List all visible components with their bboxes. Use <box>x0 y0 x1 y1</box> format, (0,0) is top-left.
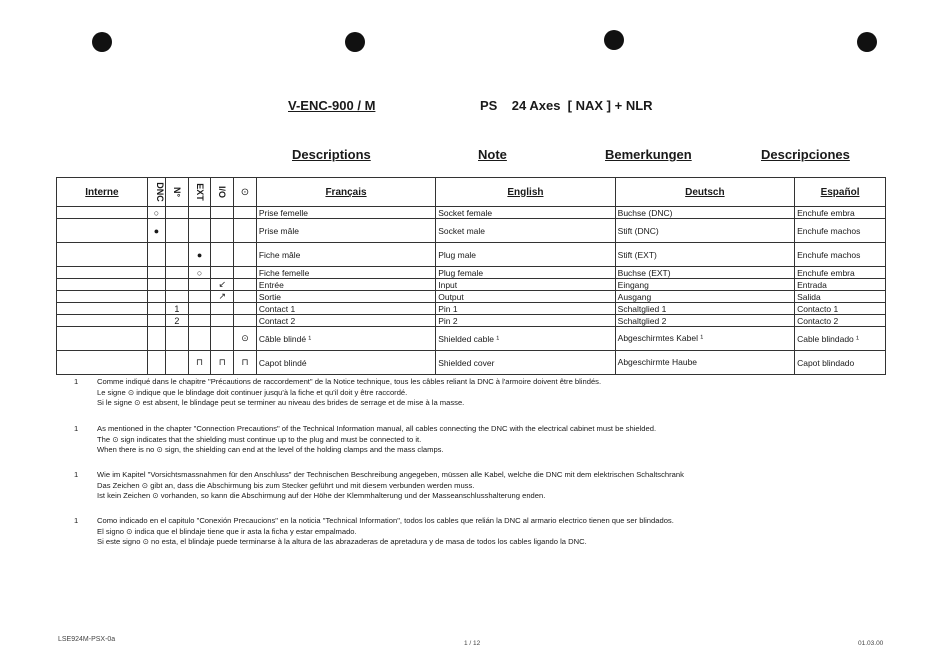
io-cell <box>211 303 234 315</box>
deutsch-cell: Schaltglied 1 <box>615 303 794 315</box>
io-cell <box>211 315 234 327</box>
dnc-cell <box>147 315 165 327</box>
col-english: English <box>436 178 615 207</box>
francais-cell: Câble blindé ¹ <box>256 327 435 351</box>
english-cell: Input <box>436 279 615 291</box>
francais-cell: Fiche femelle <box>256 267 435 279</box>
shield-cell: ⊙ <box>234 327 257 351</box>
espanol-cell: Enchufe embra <box>795 207 886 219</box>
no-cell <box>166 207 189 219</box>
francais-cell: Contact 1 <box>256 303 435 315</box>
punch-hole-3 <box>604 30 624 50</box>
ext-cell: ○ <box>188 267 211 279</box>
english-cell: Socket female <box>436 207 615 219</box>
table-row <box>57 315 886 327</box>
table-row <box>57 219 886 243</box>
espanol-cell: Cable blindado ¹ <box>795 327 886 351</box>
page-number: 1 / 12 <box>464 640 481 647</box>
note-line: When there is no ⊙ sign, the shielding can end at the level of the holding clamps and the mass clamps. <box>97 445 444 454</box>
interne-cell <box>57 327 148 351</box>
deutsch-cell: Stift (EXT) <box>615 243 794 267</box>
note-line: Comme indiqué dans le chapitre "Précautions de raccordement" de la Notice technique, tous les câbles reliant la DNC à l'armoire doivent être blindés. <box>97 377 602 386</box>
table-row <box>57 243 886 267</box>
shield-cell <box>234 243 257 267</box>
english-cell: Plug female <box>436 267 615 279</box>
note-number: 1 <box>74 470 79 479</box>
ext-cell <box>188 303 211 315</box>
interne-cell <box>57 351 148 375</box>
dnc-cell <box>147 267 165 279</box>
deutsch-cell: Ausgang <box>615 291 794 303</box>
heading-descriptions: Descriptions <box>292 147 371 162</box>
english-cell: Socket male <box>436 219 615 243</box>
espanol-cell: Enchufe embra <box>795 267 886 279</box>
interne-cell <box>57 207 148 219</box>
note-text <box>97 377 897 409</box>
interne-cell <box>57 219 148 243</box>
note-number: 1 <box>74 377 79 386</box>
ext-cell <box>188 279 211 291</box>
ext-cell <box>188 315 211 327</box>
col-deutsch: Deutsch <box>615 178 794 207</box>
deutsch-cell: Schaltglied 2 <box>615 315 794 327</box>
note-line: Das Zeichen ⊙ gibt an, dass die Abschirmung bis zum Stecker geführt und mit diesem verbunden werden muss. <box>97 480 475 490</box>
english-cell: Plug male <box>436 243 615 267</box>
table-row <box>57 279 886 291</box>
col-ext: EXT <box>188 178 211 207</box>
document-date: 01.03.00 <box>858 640 884 647</box>
table-row <box>57 351 886 375</box>
shield-cell: ⊓ <box>234 351 257 375</box>
interne-cell <box>57 291 148 303</box>
shield-cell <box>234 303 257 315</box>
io-cell <box>211 267 234 279</box>
ext-cell <box>188 207 211 219</box>
francais-cell: Entrée <box>256 279 435 291</box>
io-cell <box>211 219 234 243</box>
note-line: Si este signo ⊙ no esta, el blindaje puede terminarse à la altura de las abrazaderas de apretadura y de masa de todos los cables ligando la DNC. <box>97 537 587 546</box>
deutsch-cell: Eingang <box>615 279 794 291</box>
ext-cell <box>188 291 211 303</box>
no-cell <box>166 327 189 351</box>
no-cell <box>166 267 189 279</box>
interne-cell <box>57 267 148 279</box>
note-line: Ist kein Zeichen ⊙ vorhanden, so kann die Abschirmung auf der Höhe der Klemmhalterung und der Masseanschlusshalterung enden. <box>97 491 546 500</box>
english-cell: Shielded cable ¹ <box>436 327 615 351</box>
col-no: N° <box>166 178 189 207</box>
english-cell: Pin 2 <box>436 315 615 327</box>
dnc-cell <box>147 351 165 375</box>
francais-cell: Fiche mâle <box>256 243 435 267</box>
espanol-cell: Enchufe machos <box>795 243 886 267</box>
io-cell: ↙ <box>211 279 234 291</box>
ext-cell <box>188 327 211 351</box>
francais-cell: Contact 2 <box>256 315 435 327</box>
table-row <box>57 207 886 219</box>
punch-hole-4 <box>857 32 877 52</box>
heading-note: Note <box>478 147 507 162</box>
ext-cell: ⊓ <box>188 351 211 375</box>
symbol-legend-table <box>56 177 886 375</box>
francais-cell: Prise femelle <box>256 207 435 219</box>
table-row <box>57 327 886 351</box>
no-cell <box>166 351 189 375</box>
espanol-cell: Entrada <box>795 279 886 291</box>
interne-cell <box>57 303 148 315</box>
note-line: Le signe ⊙ indique que le blindage doit continuer jusqu'à la fiche et qu'il doit y être raccordé. <box>97 387 408 397</box>
note-number: 1 <box>74 516 79 525</box>
heading-descripciones: Descripciones <box>761 147 850 162</box>
heading-bemerkungen: Bemerkungen <box>605 147 692 162</box>
no-cell: 2 <box>166 315 189 327</box>
note-line: El signo ⊙ indica que el blindaje tiene que ir asta la ficha y estar empalmado. <box>97 526 357 536</box>
shield-cell <box>234 315 257 327</box>
punch-hole-2 <box>345 32 365 52</box>
col-espanol: Español <box>795 178 886 207</box>
io-cell <box>211 243 234 267</box>
dnc-cell <box>147 279 165 291</box>
col-shield: ⊙ <box>234 178 257 207</box>
shield-cell <box>234 291 257 303</box>
interne-cell <box>57 279 148 291</box>
io-cell <box>211 327 234 351</box>
note-line: Si le signe ⊙ est absent, le blindage peut se terminer au niveau des brides de serrage et de mise à la masse. <box>97 398 465 407</box>
espanol-cell: Contacto 1 <box>795 303 886 315</box>
note-line: Como indicado en el capitulo "Conexión Precaucions" en la noticia "Technical Information", todos los cables que relián la DNC al armario electrico tienen que ser blindados. <box>97 516 674 525</box>
note-line: Wie im Kapitel "Vorsichtsmassnahmen für den Anschluss" der Technischen Beschreibung angegeben, müssen alle Kabel, welche die DNC mit dem elektrischen Schaltschrank <box>97 470 684 479</box>
note-number: 1 <box>74 424 79 433</box>
dnc-cell <box>147 291 165 303</box>
table-header-row <box>57 178 886 207</box>
espanol-cell: Salida <box>795 291 886 303</box>
dnc-cell: ● <box>147 219 165 243</box>
no-cell <box>166 243 189 267</box>
espanol-cell: Enchufe machos <box>795 219 886 243</box>
no-cell <box>166 279 189 291</box>
espanol-cell: Capot blindado <box>795 351 886 375</box>
io-cell: ↗ <box>211 291 234 303</box>
english-cell: Shielded cover <box>436 351 615 375</box>
col-dnc: DNC <box>147 178 165 207</box>
note-line: As mentioned in the chapter "Connection Precautions" of the Technical Information manual, all cables connecting the DNC with the electrical cabinet must be shielded. <box>97 424 657 433</box>
table-row <box>57 291 886 303</box>
francais-cell: Prise mâle <box>256 219 435 243</box>
document-code: LSE924M-PSX-0a <box>58 636 116 643</box>
spec-title: PS 24 Axes [ NAX ] + NLR <box>480 98 653 113</box>
dnc-cell <box>147 327 165 351</box>
dnc-cell <box>147 243 165 267</box>
model-title: V-ENC-900 / M <box>288 98 376 113</box>
io-cell <box>211 207 234 219</box>
shield-cell <box>234 219 257 243</box>
dnc-cell <box>147 303 165 315</box>
note-line: The ⊙ sign indicates that the shielding must continue up to the plug and must be connected to it. <box>97 434 422 444</box>
col-io: I/O <box>211 178 234 207</box>
punch-hole-1 <box>92 32 112 52</box>
deutsch-cell: Stift (DNC) <box>615 219 794 243</box>
table-row <box>57 267 886 279</box>
interne-cell <box>57 315 148 327</box>
col-interne: Interne <box>57 178 148 207</box>
shield-cell <box>234 207 257 219</box>
io-cell: ⊓ <box>211 351 234 375</box>
shield-cell <box>234 279 257 291</box>
francais-cell: Capot blindé <box>256 351 435 375</box>
shield-cell <box>234 267 257 279</box>
no-cell: 1 <box>166 303 189 315</box>
deutsch-cell: Abgeschirmte Haube <box>615 351 794 375</box>
english-cell: Output <box>436 291 615 303</box>
ext-cell <box>188 219 211 243</box>
francais-cell: Sortie <box>256 291 435 303</box>
col-francais: Français <box>256 178 435 207</box>
note-text <box>97 516 897 548</box>
interne-cell <box>57 243 148 267</box>
ext-cell: ● <box>188 243 211 267</box>
deutsch-cell: Buchse (DNC) <box>615 207 794 219</box>
deutsch-cell: Buchse (EXT) <box>615 267 794 279</box>
no-cell <box>166 291 189 303</box>
no-cell <box>166 219 189 243</box>
espanol-cell: Contacto 2 <box>795 315 886 327</box>
deutsch-cell: Abgeschirmtes Kabel ¹ <box>615 327 794 351</box>
table-row <box>57 303 886 315</box>
note-text <box>97 424 897 456</box>
english-cell: Pin 1 <box>436 303 615 315</box>
note-text <box>97 470 897 502</box>
dnc-cell: ○ <box>147 207 165 219</box>
